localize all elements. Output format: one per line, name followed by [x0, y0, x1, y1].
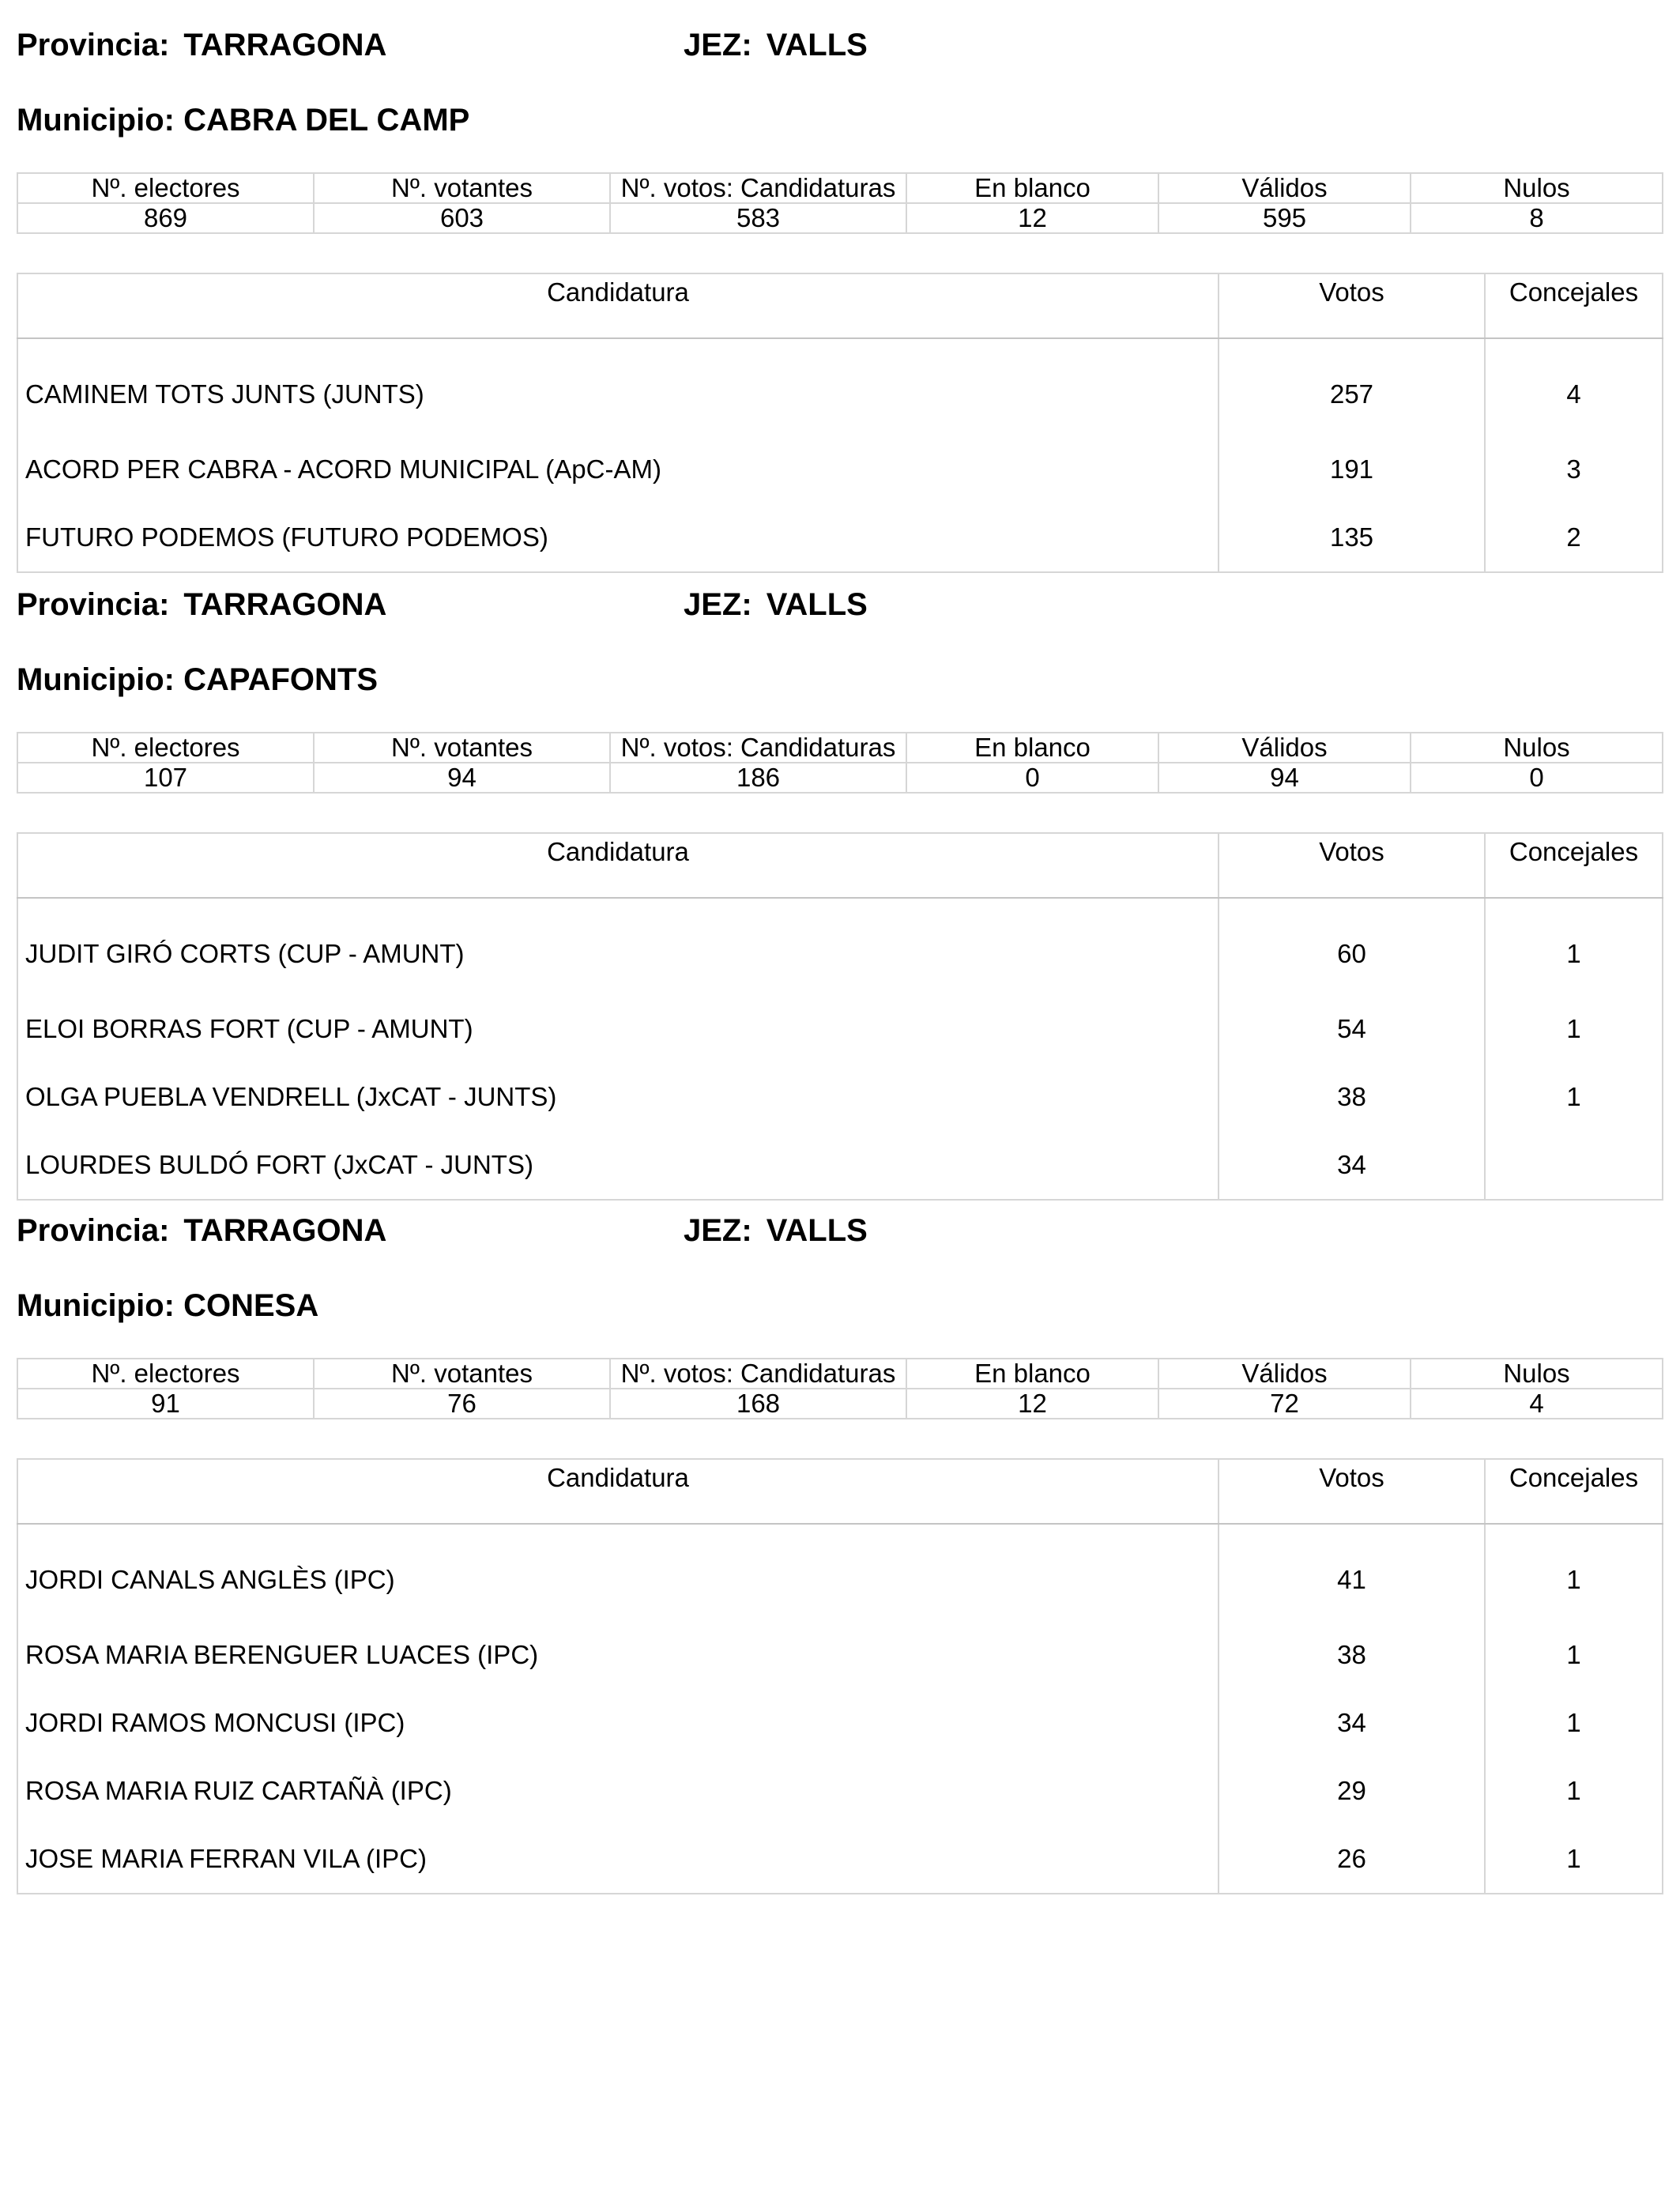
table-row	[17, 503, 1663, 572]
stats-header-votantes: Nº. votantes	[314, 173, 610, 203]
provincia-heading: Provincia: TARRAGONA	[17, 587, 387, 622]
stats-value-validos: 94	[1158, 763, 1411, 793]
candidaturas-header-row	[17, 833, 1663, 898]
candidatura-name: FUTURO PODEMOS (FUTURO PODEMOS)	[17, 503, 1219, 572]
header-candidatura: Candidatura	[17, 273, 1219, 338]
candidatura-concejales: 1	[1485, 1825, 1663, 1894]
stats-table	[17, 1358, 1663, 1419]
table-row	[17, 898, 1663, 995]
stats-value-en-blanco: 12	[906, 1389, 1158, 1419]
stats-value-votantes: 603	[314, 203, 610, 233]
jez-heading: JEZ: VALLS	[684, 28, 868, 62]
municipio-heading: Municipio: CONESA	[17, 1288, 319, 1323]
stats-value-nulos: 4	[1411, 1389, 1663, 1419]
provincia-heading: Provincia: TARRAGONA	[17, 1213, 387, 1248]
candidatura-concejales: 1	[1485, 1524, 1663, 1621]
stats-header-nulos: Nulos	[1411, 733, 1663, 763]
candidatura-concejales: 1	[1485, 1757, 1663, 1825]
stats-header-votantes: Nº. votantes	[314, 1359, 610, 1389]
candidatura-votos: 60	[1219, 898, 1485, 995]
jez-heading: JEZ: VALLS	[684, 587, 868, 622]
table-row	[17, 1757, 1663, 1825]
header-candidatura: Candidatura	[17, 1459, 1219, 1524]
stats-header-votos-candidaturas: Nº. votos: Candidaturas	[610, 733, 906, 763]
stats-header-votos-candidaturas: Nº. votos: Candidaturas	[610, 1359, 906, 1389]
candidatura-name: ELOI BORRAS FORT (CUP - AMUNT)	[17, 995, 1219, 1063]
candidatura-name: JOSE MARIA FERRAN VILA (IPC)	[17, 1825, 1219, 1894]
header-concejales: Concejales	[1485, 1459, 1663, 1524]
jez-heading: JEZ: VALLS	[684, 1213, 868, 1248]
provincia-heading: Provincia: TARRAGONA	[17, 28, 387, 62]
candidatura-name: JORDI CANALS ANGLÈS (IPC)	[17, 1524, 1219, 1621]
candidatura-concejales: 1	[1485, 898, 1663, 995]
header-votos: Votos	[1219, 833, 1485, 898]
candidatura-concejales: 2	[1485, 503, 1663, 572]
candidatura-concejales	[1485, 1131, 1663, 1200]
table-row	[17, 995, 1663, 1063]
stats-value-validos: 72	[1158, 1389, 1411, 1419]
candidatura-concejales: 1	[1485, 1689, 1663, 1757]
stats-value-electores: 91	[17, 1389, 314, 1419]
table-row	[17, 1131, 1663, 1200]
header-concejales: Concejales	[1485, 273, 1663, 338]
candidatura-votos: 257	[1219, 338, 1485, 435]
stats-value-votos-candidaturas: 168	[610, 1389, 906, 1419]
stats-value-row	[17, 203, 1663, 233]
header-votos: Votos	[1219, 1459, 1485, 1524]
candidatura-concejales: 4	[1485, 338, 1663, 435]
stats-value-validos: 595	[1158, 203, 1411, 233]
stats-value-nulos: 0	[1411, 763, 1663, 793]
stats-value-electores: 107	[17, 763, 314, 793]
table-row	[17, 1063, 1663, 1131]
stats-header-electores: Nº. electores	[17, 1359, 314, 1389]
stats-value-votantes: 76	[314, 1389, 610, 1419]
stats-header-validos: Válidos	[1158, 173, 1411, 203]
stats-header-en-blanco: En blanco	[906, 173, 1158, 203]
candidatura-name: JORDI RAMOS MONCUSI (IPC)	[17, 1689, 1219, 1757]
stats-value-en-blanco: 12	[906, 203, 1158, 233]
candidatura-concejales: 1	[1485, 1063, 1663, 1131]
stats-header-validos: Válidos	[1158, 733, 1411, 763]
candidatura-votos: 41	[1219, 1524, 1485, 1621]
stats-header-validos: Válidos	[1158, 1359, 1411, 1389]
table-row	[17, 435, 1663, 503]
stats-value-nulos: 8	[1411, 203, 1663, 233]
candidatura-name: JUDIT GIRÓ CORTS (CUP - AMUNT)	[17, 898, 1219, 995]
stats-value-electores: 869	[17, 203, 314, 233]
stats-header-nulos: Nulos	[1411, 173, 1663, 203]
stats-header-row	[17, 1359, 1663, 1389]
stats-header-row	[17, 173, 1663, 203]
stats-value-row	[17, 1389, 1663, 1419]
stats-header-en-blanco: En blanco	[906, 1359, 1158, 1389]
table-row	[17, 1689, 1663, 1757]
candidatura-votos: 34	[1219, 1689, 1485, 1757]
candidatura-name: CAMINEM TOTS JUNTS (JUNTS)	[17, 338, 1219, 435]
candidatura-concejales: 3	[1485, 435, 1663, 503]
table-row	[17, 1524, 1663, 1621]
candidatura-votos: 191	[1219, 435, 1485, 503]
candidatura-name: LOURDES BULDÓ FORT (JxCAT - JUNTS)	[17, 1131, 1219, 1200]
candidatura-votos: 38	[1219, 1621, 1485, 1689]
candidatura-votos: 29	[1219, 1757, 1485, 1825]
candidatura-concejales: 1	[1485, 1621, 1663, 1689]
stats-header-votos-candidaturas: Nº. votos: Candidaturas	[610, 173, 906, 203]
header-candidatura: Candidatura	[17, 833, 1219, 898]
candidaturas-table	[17, 1458, 1663, 1894]
stats-header-electores: Nº. electores	[17, 173, 314, 203]
stats-table	[17, 172, 1663, 234]
stats-table	[17, 732, 1663, 794]
header-votos: Votos	[1219, 273, 1485, 338]
candidaturas-header-row	[17, 1459, 1663, 1524]
header-concejales: Concejales	[1485, 833, 1663, 898]
candidatura-votos: 135	[1219, 503, 1485, 572]
stats-header-en-blanco: En blanco	[906, 733, 1158, 763]
candidatura-name: OLGA PUEBLA VENDRELL (JxCAT - JUNTS)	[17, 1063, 1219, 1131]
stats-header-votantes: Nº. votantes	[314, 733, 610, 763]
table-row	[17, 1825, 1663, 1894]
candidaturas-table	[17, 832, 1663, 1201]
stats-header-nulos: Nulos	[1411, 1359, 1663, 1389]
stats-value-votos-candidaturas: 186	[610, 763, 906, 793]
table-row	[17, 338, 1663, 435]
stats-value-votos-candidaturas: 583	[610, 203, 906, 233]
candidatura-votos: 26	[1219, 1825, 1485, 1894]
candidatura-name: ROSA MARIA BERENGUER LUACES (IPC)	[17, 1621, 1219, 1689]
candidaturas-table	[17, 273, 1663, 573]
municipio-heading: Municipio: CABRA DEL CAMP	[17, 103, 470, 138]
candidatura-votos: 54	[1219, 995, 1485, 1063]
candidatura-name: ACORD PER CABRA - ACORD MUNICIPAL (ApC-AM)	[17, 435, 1219, 503]
candidatura-concejales: 1	[1485, 995, 1663, 1063]
municipio-heading: Municipio: CAPAFONTS	[17, 662, 379, 697]
stats-header-electores: Nº. electores	[17, 733, 314, 763]
stats-value-row	[17, 763, 1663, 793]
stats-value-en-blanco: 0	[906, 763, 1158, 793]
table-row	[17, 1621, 1663, 1689]
candidaturas-header-row	[17, 273, 1663, 338]
candidatura-name: ROSA MARIA RUIZ CARTAÑÀ (IPC)	[17, 1757, 1219, 1825]
stats-value-votantes: 94	[314, 763, 610, 793]
candidatura-votos: 38	[1219, 1063, 1485, 1131]
stats-header-row	[17, 733, 1663, 763]
candidatura-votos: 34	[1219, 1131, 1485, 1200]
